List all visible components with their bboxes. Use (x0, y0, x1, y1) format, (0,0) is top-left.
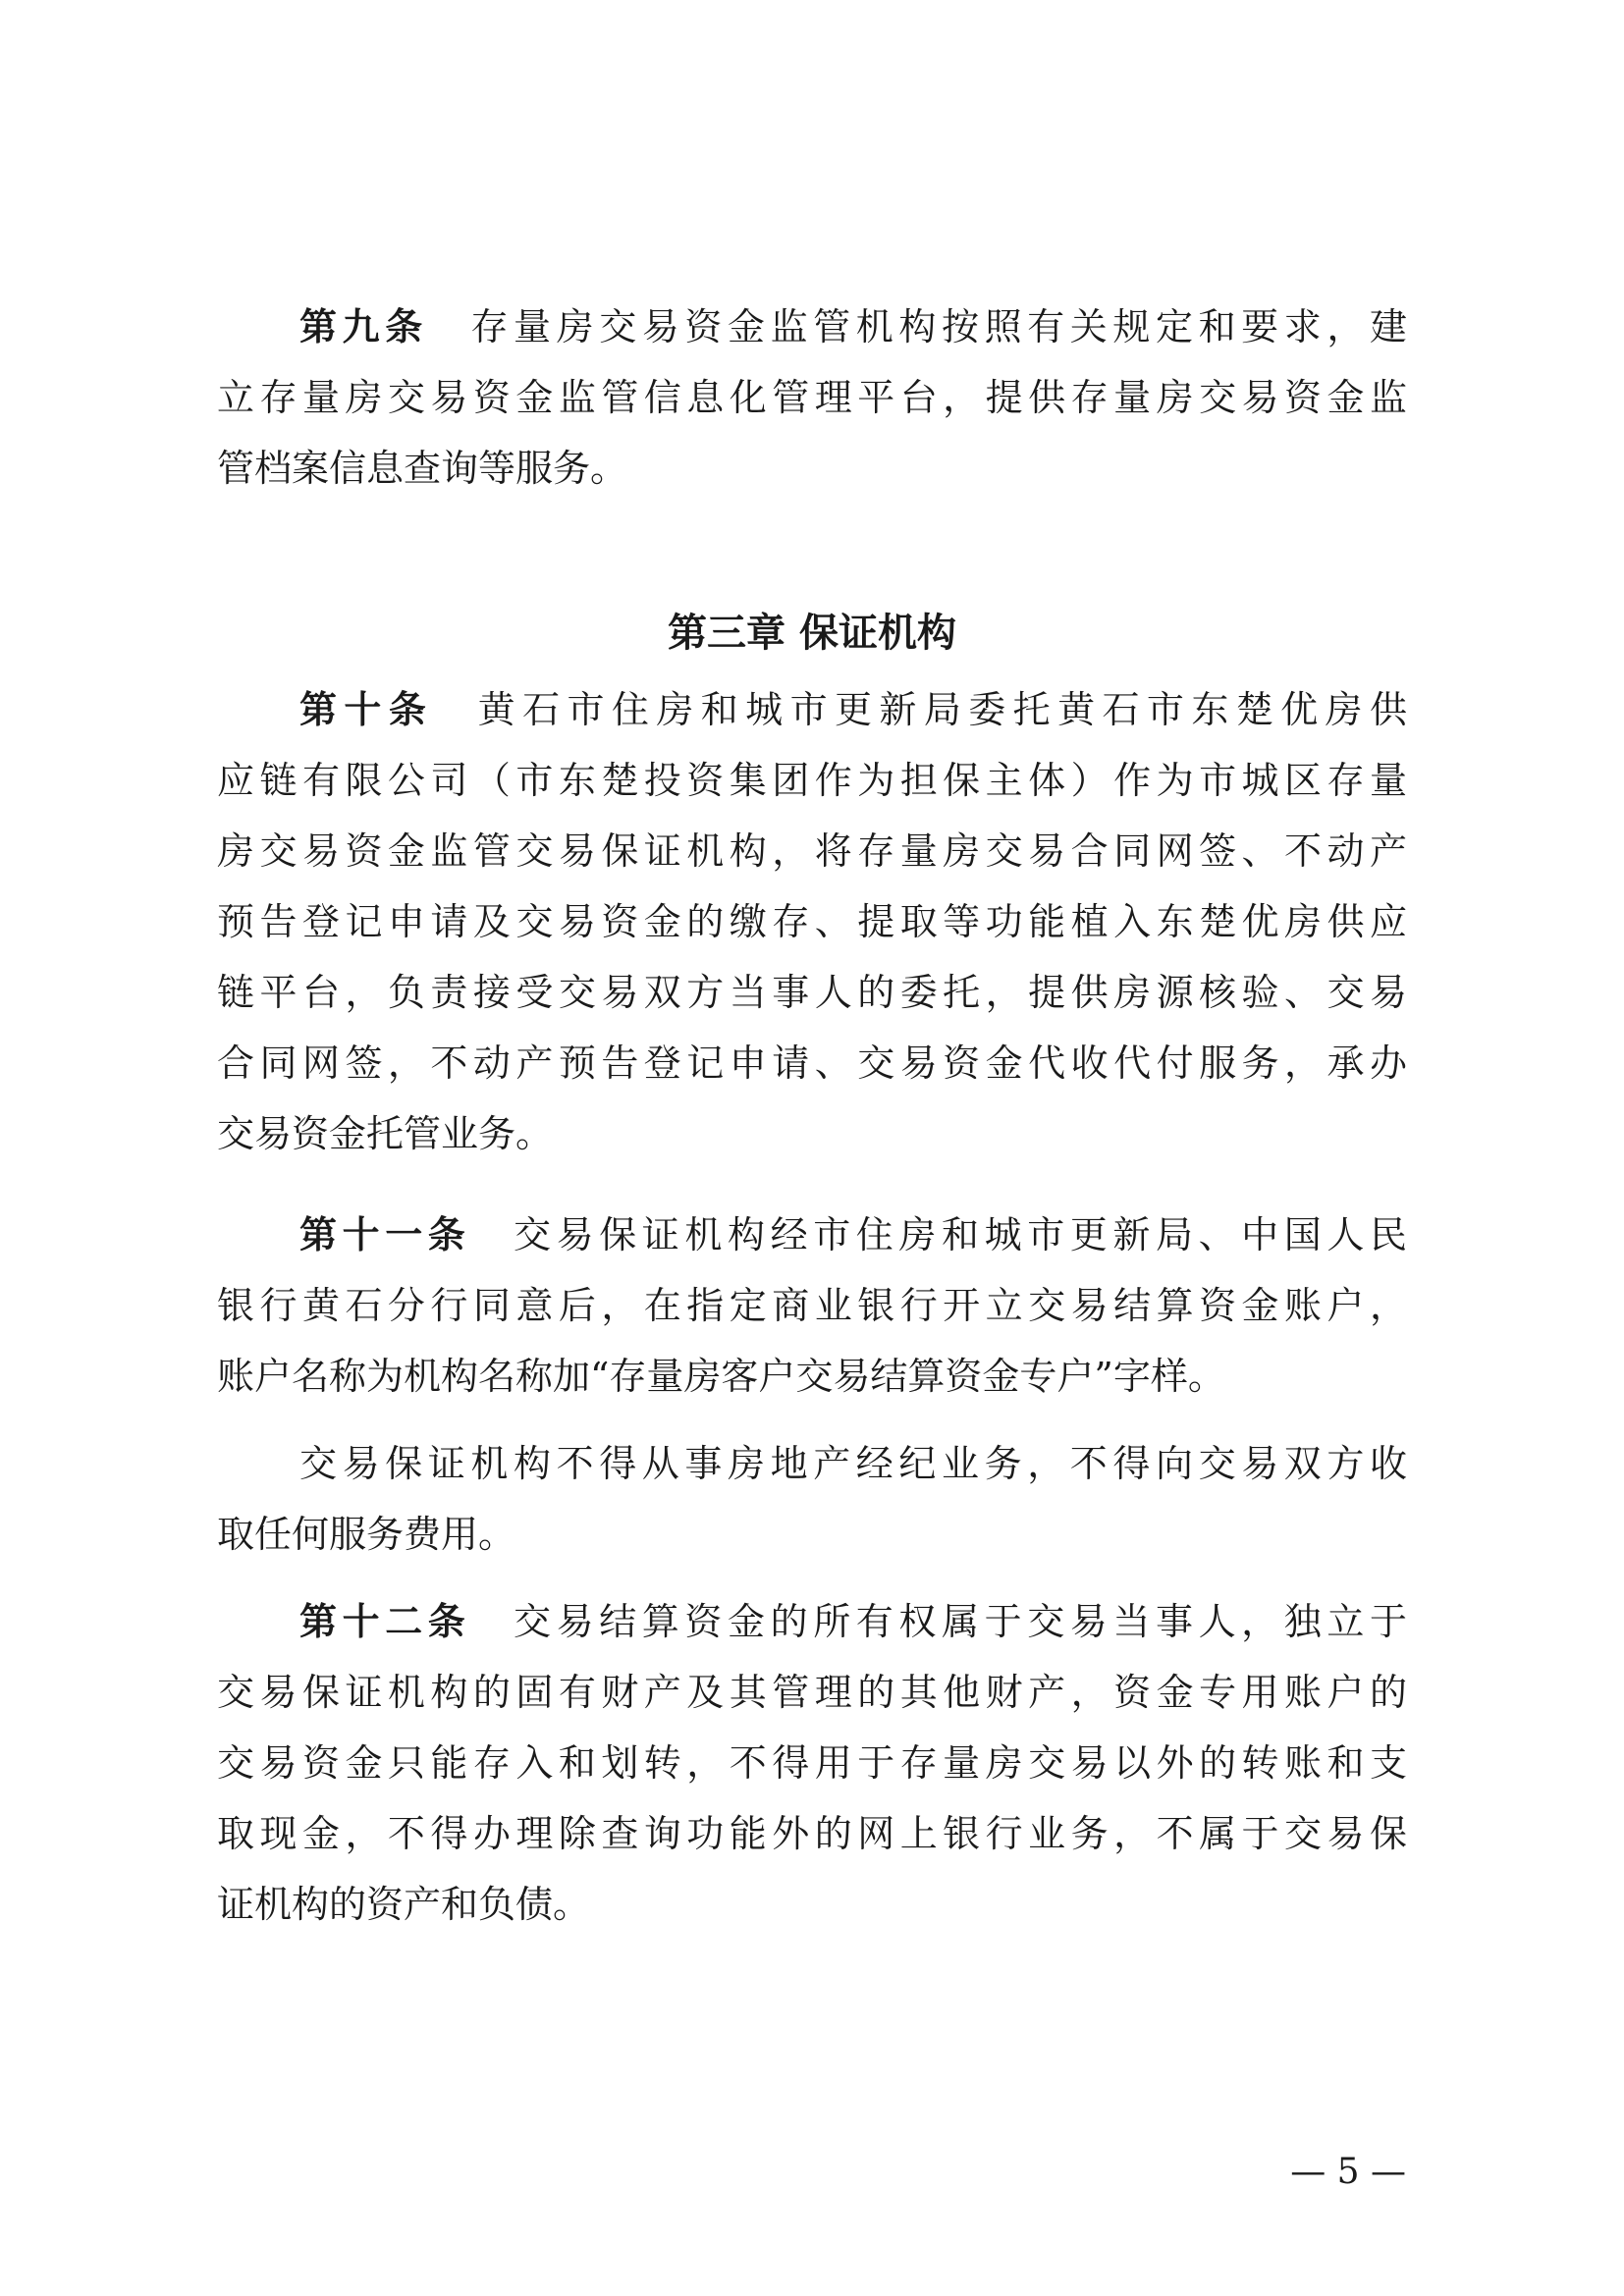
article-12-text: 交易结算资金的所有权属于交易当事人，独立于 (508, 1600, 1407, 1643)
chapter-heading: 第三章 保证机构 (668, 611, 956, 656)
article-9-line-2: 立存量房交易资金监管信息化管理平台，提供存量房交易资金监 (217, 376, 1407, 419)
article-9-text: 存量房交易资金监管机构按照有关规定和要求，建 (464, 305, 1407, 348)
article-11-line-3: 账户名称为机构名称加“存量房客户交易结算资金专户”字样。 (217, 1355, 1225, 1398)
article-12-line-2: 交易保证机构的固有财产及其管理的其他财产，资金专用账户的 (217, 1671, 1407, 1714)
article-12-line-3: 交易资金只能存入和划转，不得用于存量房交易以外的转账和支 (217, 1741, 1407, 1785)
article-12-line-1 (299, 1597, 1407, 1646)
article-9-line-3: 管档案信息查询等服务。 (217, 447, 628, 490)
article-11-text: 交易保证机构经市住房和城市更新局、中国人民 (508, 1213, 1407, 1256)
article-9-title: 第九条 (299, 305, 428, 348)
article-10-line-5: 链平台，负责接受交易双方当事人的委托，提供房源核验、交易 (217, 971, 1407, 1014)
article-11-title: 第十一条 (299, 1213, 471, 1256)
article-11-line-1 (299, 1210, 1407, 1259)
page-number: — 5 — (1290, 2152, 1406, 2192)
article-10-line-4: 预告登记申请及交易资金的缴存、提取等功能植入东楚优房供应 (217, 900, 1407, 943)
article-9-line-1 (299, 302, 1407, 351)
article-10-line-3: 房交易资金监管交易保证机构，将存量房交易合同网签、不动产 (217, 829, 1407, 873)
article-11-para-2-line-2: 取任何服务费用。 (217, 1513, 516, 1556)
article-10-title: 第十条 (299, 688, 434, 731)
article-11-line-2: 银行黄石分行同意后，在指定商业银行开立交易结算资金账户， (217, 1284, 1407, 1327)
article-10-text: 黄石市住房和城市更新局委托黄石市东楚优房供 (470, 688, 1407, 731)
article-12-line-5: 证机构的资产和负债。 (217, 1883, 591, 1926)
article-10-line-1 (299, 685, 1407, 734)
article-12-title: 第十二条 (299, 1600, 471, 1643)
article-10-line-6: 合同网签，不动产预告登记申请、交易资金代收代付服务，承办 (217, 1041, 1407, 1085)
article-10-line-7: 交易资金托管业务。 (217, 1112, 554, 1155)
article-10-line-2: 应链有限公司（市东楚投资集团作为担保主体）作为市城区存量 (217, 759, 1407, 802)
article-11-para-2-line-1: 交易保证机构不得从事房地产经纪业务，不得向交易双方收 (299, 1442, 1407, 1485)
article-12-line-4: 取现金，不得办理除查询功能外的网上银行业务，不属于交易保 (217, 1812, 1407, 1855)
